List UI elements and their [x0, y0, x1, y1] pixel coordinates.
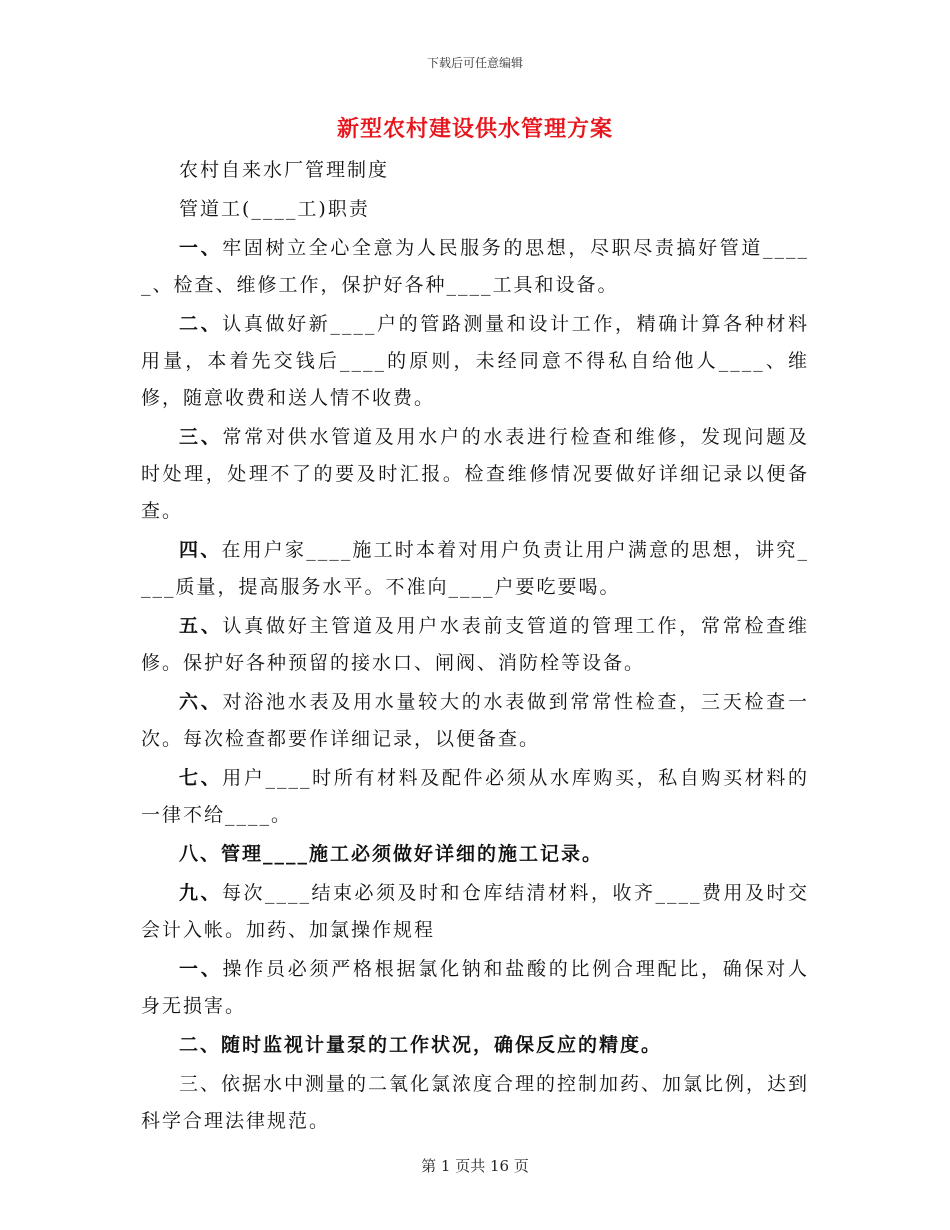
paragraph-number: 三、: [179, 426, 223, 448]
paragraph-number: 六、: [179, 691, 223, 713]
document-body: [141, 152, 809, 1142]
paragraph-number: 二、: [179, 313, 223, 335]
paragraph-number: 五、: [179, 615, 223, 637]
paragraph-text: 操作员必须严格根据氯化钠和盐酸的比例合理配比，确保对人身无损害。: [141, 958, 809, 1017]
paragraph-text: 每次____结束必须及时和仓库结清材料，收齐____费用及时交会计入帐。加药、加氯操作规程: [141, 882, 809, 941]
paragraph: [141, 875, 809, 949]
paragraph: [141, 419, 809, 530]
paragraph: [141, 1027, 809, 1064]
paragraph-text: 常常对供水管道及用水户的水表进行检查和维修，发现问题及时处理，处理不了的要及时汇报。检查维修情况要做好详细记录以便备查。: [141, 426, 809, 522]
paragraph-number: 四、: [179, 539, 222, 561]
paragraph-text: 八、管理____施工必须做好详细的施工记录。: [179, 843, 604, 865]
paragraph-text: 管道工(____工)职责: [179, 198, 370, 220]
paragraph-number: 七、: [179, 767, 223, 789]
paragraph: [141, 684, 809, 758]
document-title: 新型农村建设供水管理方案: [336, 116, 613, 142]
paragraph-number: 一、: [179, 237, 223, 259]
header-note: 下载后可任意编辑: [426, 56, 523, 70]
paragraph-text: 在用户家____施工时本着对用户负责让用户满意的思想，讲究____质量，提高服务水平。不准向____户要吃要喝。: [141, 539, 809, 598]
paragraph-text: 农村自来水厂管理制度: [179, 159, 390, 181]
paragraph-text: 二、随时监视计量泵的工作状况，确保反应的精度。: [179, 1034, 663, 1056]
paragraph: [141, 152, 809, 189]
paragraph: [141, 760, 809, 834]
paragraph: [141, 306, 809, 417]
paragraph-text: 用户____时所有材料及配件必须从水库购买，私自购买材料的一律不给____。: [141, 767, 809, 826]
paragraph-text: 对浴池水表及用水量较大的水表做到常常性检查，三天检查一次。每次检查都要作详细记录，以便备查。: [141, 691, 809, 750]
paragraph: [141, 532, 809, 606]
paragraph: [141, 1066, 809, 1140]
paragraph-text: 认真做好主管道及用户水表前支管道的管理工作，常常检查维修。保护好各种预留的接水口、闸阀、消防栓等设备。: [141, 615, 809, 674]
paragraph-text: 认真做好新____户的管路测量和设计工作，精确计算各种材料用量，本着先交钱后____的原则，未经同意不得私自给他人____、维修，随意收费和送人情不收费。: [141, 313, 809, 409]
paragraph-text: 三、依据水中测量的二氧化氯浓度合理的控制加药、加氯比例，达到科学合理法律规范。: [141, 1073, 810, 1132]
paragraph-number: 九、: [179, 882, 222, 904]
paragraph-number: 一、: [179, 958, 223, 980]
page-number: 第 1 页共 16 页: [421, 1157, 529, 1175]
paragraph-text: 牢固树立全心全意为人民服务的思想，尽职尽责搞好管道_____、检查、维修工作，保护好各种____工具和设备。: [141, 237, 809, 296]
paragraph: [141, 191, 809, 228]
paragraph: [141, 608, 809, 682]
paragraph: [141, 230, 809, 304]
paragraph: [141, 836, 809, 873]
paragraph: [141, 951, 809, 1025]
